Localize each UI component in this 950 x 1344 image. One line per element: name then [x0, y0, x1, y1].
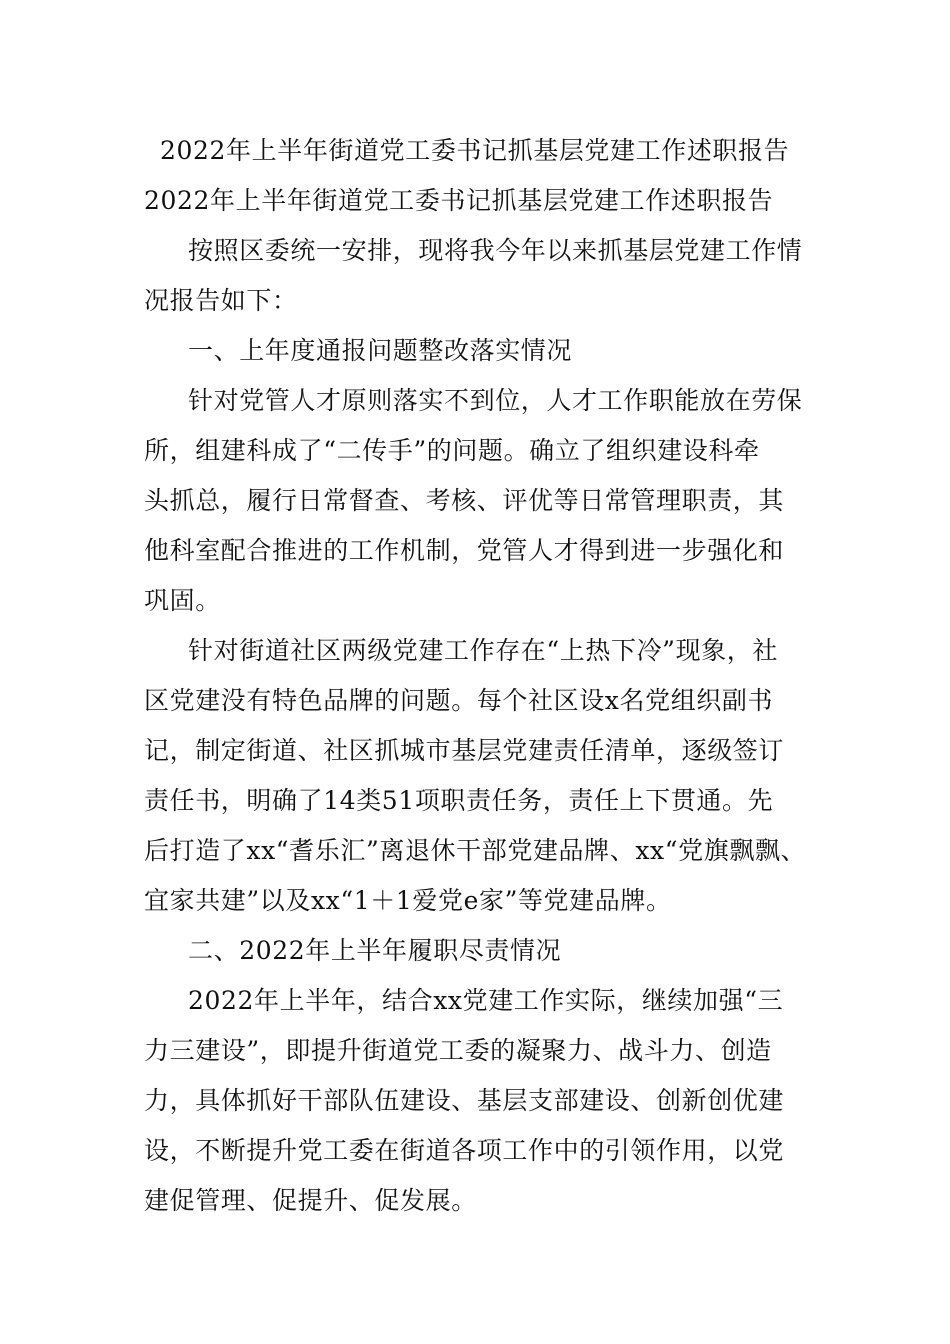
text-line: 宜家共建”以及xx“1＋1爱党e家”等党建品牌。: [144, 886, 672, 915]
text-line: 按照区委统一安排，现将我今年以来抓基层党建工作情: [188, 236, 803, 265]
text-line: 建促管理、促提升、促发展。: [144, 1186, 477, 1215]
text-line: 况报告如下：: [144, 286, 298, 315]
text-line: 设，不断提升党工委在街道各项工作中的引领作用，以党: [144, 1136, 785, 1165]
text-line: 责任书，明确了14类51项职责任务，责任上下贯通。先: [144, 786, 774, 815]
text-line: 力，具体抓好干部队伍建设、基层支部建设、创新创优建: [144, 1086, 785, 1115]
text-line: 区党建没有特色品牌的问题。每个社区设x名党组织副书: [144, 686, 774, 715]
document-page: [144, 126, 812, 1226]
text-line: 针对党管人才原则落实不到位，人才工作职能放在劳保: [188, 386, 803, 415]
text-line: 巩固。: [144, 586, 221, 615]
text-line: 一、上年度通报问题整改落实情况: [188, 336, 573, 365]
text-line: 头抓总，履行日常督查、考核、评优等日常管理职责，其: [144, 486, 785, 515]
document-title: 2022年上半年街道党工委书记抓基层党建工作述职报告: [160, 136, 790, 165]
document-title-repeat: 2022年上半年街道党工委书记抓基层党建工作述职报告: [144, 186, 774, 215]
text-line: 二、2022年上半年履职尽责情况: [188, 936, 562, 965]
text-line: 他科室配合推进的工作机制，党管人才得到进一步强化和: [144, 536, 785, 565]
document-body: [144, 226, 812, 1226]
text-line: 记，制定街道、社区抓城市基层党建责任清单，逐级签订: [144, 736, 785, 765]
text-line: 所，组建科成了“二传手”的问题。确立了组织建设科牵: [144, 436, 760, 465]
text-line: 后打造了xx“耆乐汇”离退休干部党建品牌、xx“党旗飘飘、: [144, 836, 807, 865]
text-line: 针对街道社区两级党建工作存在“上热下冷”现象，社: [188, 636, 778, 665]
text-line: 2022年上半年，结合xx党建工作实际，继续加强“三: [188, 986, 784, 1015]
text-line: 力三建设”，即提升街道党工委的凝聚力、战斗力、创造: [144, 1036, 772, 1065]
